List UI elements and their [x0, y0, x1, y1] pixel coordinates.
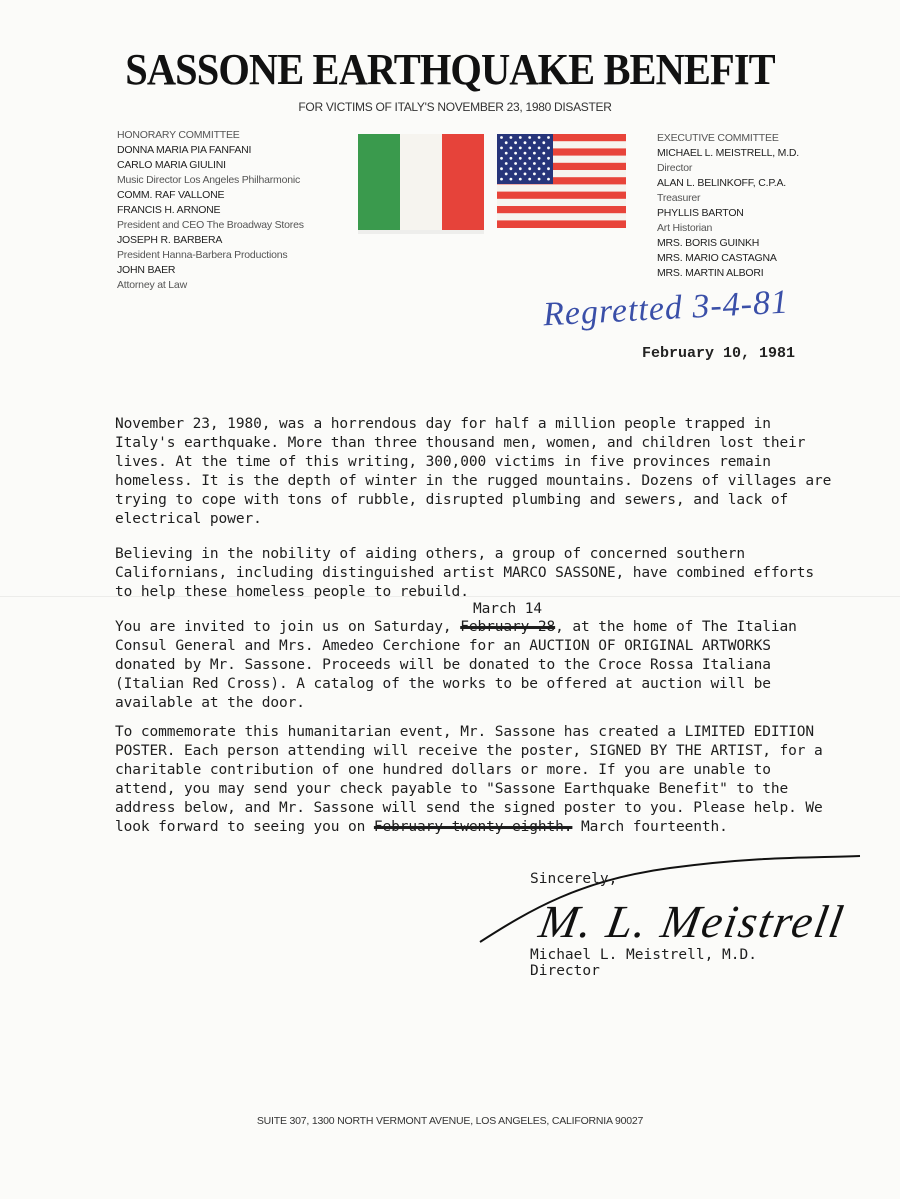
committee-member-role: President and CEO The Broadway Stores [117, 219, 304, 231]
executive-committee [657, 131, 799, 281]
committee-member-name: CARLO MARIA GIULINI [117, 159, 226, 171]
struck-text: February 28 [460, 619, 556, 635]
flag-star [533, 152, 536, 155]
flag-star [510, 136, 513, 139]
flag-star [528, 136, 531, 139]
flag-star [524, 141, 527, 144]
committee-member-name: JOSEPH R. BARBERA [117, 234, 223, 246]
flag-star [514, 152, 517, 155]
flag-star [542, 141, 545, 144]
handwritten-annotation: Regretted 3-4-81 [542, 283, 790, 334]
flag-star [528, 167, 531, 170]
committee-member-name: MRS. MARIO CASTAGNA [657, 252, 777, 264]
struck-text: February twenty-eighth. [373, 819, 573, 835]
executive-committee-heading: EXECUTIVE COMMITTEE [657, 132, 779, 144]
committee-member-role: Attorney at Law [117, 279, 187, 291]
flag-star [538, 147, 541, 150]
flag-star [542, 173, 545, 176]
flag-star [510, 178, 513, 181]
flag-star [547, 157, 550, 160]
signer-name: Michael L. Meistrell, M.D. [530, 947, 757, 963]
flag-star [519, 136, 522, 139]
flag-star [505, 162, 508, 165]
flag-star [505, 152, 508, 155]
flag-star [510, 167, 513, 170]
committee-member-name: MRS. MARTIN ALBORI [657, 267, 764, 279]
committee-member-name: COMM. RAF VALLONE [117, 189, 225, 201]
committee-member-name: DONNA MARIA PIA FANFANI [117, 144, 252, 156]
flag-star [528, 178, 531, 181]
committee-member-name: ALAN L. BELINKOFF, C.P.A. [657, 177, 787, 189]
flag-star [542, 162, 545, 165]
flag-star [505, 141, 508, 144]
flag-star [524, 152, 527, 155]
letterhead-address: SUITE 307, 1300 NORTH VERMONT AVENUE, LOS ANGELES, CALIFORNIA 90027 [256, 1115, 644, 1127]
letterhead-subtitle: FOR VICTIMS OF ITALY'S NOVEMBER 23, 1980 DISASTER [298, 100, 612, 114]
flag-stripe-white [400, 134, 442, 230]
flag-star [547, 147, 550, 150]
letter-date: February 10, 1981 [642, 345, 796, 362]
flag-star [528, 147, 531, 150]
signer-title: Director [530, 963, 600, 979]
letterhead-title: SASSONE EARTHQUAKE BENEFIT [125, 45, 775, 94]
flag-star [547, 167, 550, 170]
committee-member-name: PHYLLIS BARTON [657, 207, 744, 219]
american-flag-image [497, 134, 626, 228]
flag-star [542, 152, 545, 155]
flag-star [524, 162, 527, 165]
flag-star [533, 162, 536, 165]
committee-member-role: Director [657, 162, 693, 174]
closing-salutation: Sincerely, [530, 871, 618, 887]
committee-member-role: Music Director Los Angeles Philharmonic [117, 174, 301, 186]
committee-member-role: Treasurer [657, 192, 701, 204]
committee-member-role: President Hanna-Barbera Productions [117, 249, 288, 261]
honorary-committee-heading: HONORARY COMMITTEE [117, 129, 240, 141]
flag-star [538, 178, 541, 181]
flag-star [505, 173, 508, 176]
flag-star [519, 167, 522, 170]
flag-star [514, 173, 517, 176]
flag-star [514, 162, 517, 165]
flag-star [538, 136, 541, 139]
flag-star [519, 178, 522, 181]
flag-star [500, 157, 503, 160]
flag-star [533, 173, 536, 176]
body-paragraph [115, 601, 835, 713]
body-paragraph [115, 723, 835, 837]
flag-star [547, 136, 550, 139]
flag-star [519, 157, 522, 160]
flag-star [533, 141, 536, 144]
body-text: To commemorate this humanitarian event, Mr. Sassone has created a LIMITED EDITION POSTER. Each person attending will receive the poster, SIGNED BY THE ARTIST, for a charitable contribution of one hundred dollars or more. If you are unable to attend, you may send your check payable to "Sassone Earthquake Benefit" to the address below, and Mr. Sassone will send the signed poster to you. Please help. We look forward to seeing you on [115, 724, 823, 835]
body-paragraph: November 23, 1980, was a horrendous day for half a million people trapped in Italy's earthquake. More than three thousand men, women, and children lost their lives. At the time of this writing, 300,000 victims in five provinces remain homeless. It is the depth of winter in the rugged mountains. Dozens of villages are trying to cope with tons of rubble, disrupted plumbing and sewers, and lack of electrical power. [115, 416, 832, 527]
committee-member-name: JOHN BAER [117, 264, 176, 276]
honorary-committee [117, 128, 304, 293]
handwritten-correction: March 14 [473, 601, 543, 617]
body-paragraph: Believing in the nobility of aiding others, a group of concerned southern Californians, including distinguished artist MARCO SASSONE, have combined efforts to help these homeless people to rebuild. [115, 546, 815, 600]
flag-star [547, 178, 550, 181]
body-text: You are invited to join us on Saturday, [115, 619, 461, 635]
committee-member-name: MRS. BORIS GUINKH [657, 237, 760, 249]
flag-star [510, 147, 513, 150]
flag-star [538, 167, 541, 170]
flag-stripe-red [442, 134, 484, 230]
committee-member-name: MICHAEL L. MEISTRELL, M.D. [657, 147, 800, 159]
flag-star [500, 178, 503, 181]
flag-star [510, 157, 513, 160]
body-text: , at the home of The Italian Consul General and Mrs. Amedeo Cerchione for an AUCTION OF ORIGINAL ARTWORKS donated by Mr. Sassone. Proceeds will be donated to the Croce Rossa Italiana (Italian Red Cross). A catalog of the works to be offered at auction will be available at the door. [115, 619, 797, 711]
flag-star [500, 167, 503, 170]
handwritten-signature: M. L. Meistrell [535, 896, 849, 947]
flag-star [524, 173, 527, 176]
body-text: March fourteenth. [572, 819, 728, 835]
flag-star [500, 136, 503, 139]
flag-star [528, 157, 531, 160]
flag-star [519, 147, 522, 150]
flag-stripe-green [358, 134, 400, 230]
italian-flag-image [358, 134, 484, 230]
committee-member-name: FRANCIS H. ARNONE [117, 204, 221, 216]
committee-member-role: Art Historian [657, 222, 713, 234]
flag-star [538, 157, 541, 160]
flag-star [500, 147, 503, 150]
flag-star [514, 141, 517, 144]
